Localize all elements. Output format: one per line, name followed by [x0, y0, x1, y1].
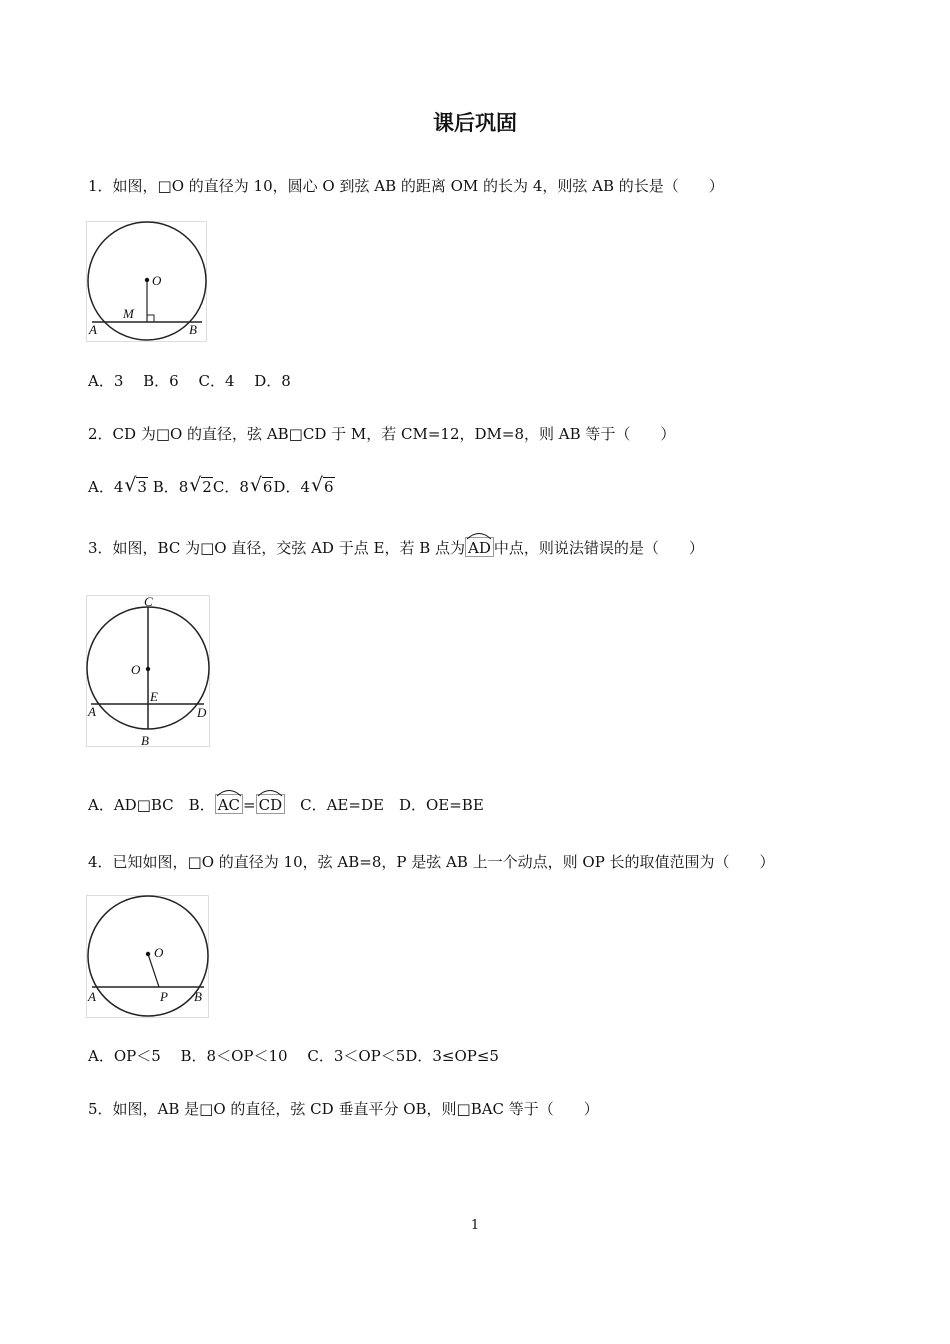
- q2-option-c-radicand: 6: [262, 478, 273, 496]
- fig1-label-o: O: [152, 273, 162, 288]
- question-1-figure: [86, 221, 210, 349]
- q3-option-a: A．AD□BC: [88, 796, 174, 814]
- fig1-label-a: A: [89, 322, 97, 337]
- fig3-label-c: C: [144, 595, 153, 609]
- q2-option-a-radical: √ 3: [124, 474, 147, 496]
- q3-option-b-arc-ac: [215, 794, 243, 814]
- fig3-label-e: E: [150, 689, 158, 704]
- q2-option-a-radicand: 3: [137, 478, 147, 496]
- q3-option-c: C．AE=DE: [300, 796, 384, 814]
- q2-option-c-radical: √ 6: [249, 474, 273, 496]
- question-2-text: 2．CD 为□O 的直径，弦 AB□CD 于 M，若 CM=12，DM=8，则 AB 等于（ ）: [88, 425, 676, 443]
- fig1-label-b: B: [189, 322, 197, 337]
- q3-option-b-arc-cd-label: CD: [258, 796, 283, 814]
- question-3-text: [88, 537, 704, 558]
- page-title: 课后巩固: [433, 110, 517, 135]
- q2-option-a-label: A．: [88, 478, 114, 496]
- q3-text-before: 3．如图，BC 为□O 直径，交弦 AD 于点 E，若 B 点为: [88, 539, 466, 557]
- fig3-label-b: B: [141, 733, 149, 748]
- q3-option-b-arc-ac-label: AC: [217, 796, 241, 814]
- fig4-label-o: O: [154, 945, 164, 960]
- question-3-options: [88, 794, 484, 815]
- question-4-text: 4．已知如图，□O 的直径为 10，弦 AB=8，P 是弦 AB 上一个动点，则 OP 长的取值范围为（ ）: [88, 853, 775, 871]
- question-5-text: 5．如图，AB 是□O 的直径，弦 CD 垂直平分 OB，则□BAC 等于（ ）: [88, 1100, 599, 1118]
- question-4-figure: [86, 895, 212, 1025]
- q2-option-c-label: C．: [212, 478, 240, 496]
- q2-option-c-coef: 8: [239, 478, 249, 496]
- q3-option-b-eq: =: [243, 796, 256, 814]
- q3-arc-ad: [465, 537, 494, 557]
- q2-option-d-radical: √ 6: [311, 474, 334, 496]
- fig3-label-a: A: [88, 704, 96, 719]
- q3-option-b-label: B．: [188, 796, 215, 814]
- fig3-label-d: D: [197, 705, 207, 720]
- q2-option-d-radicand: 6: [324, 478, 334, 496]
- page-number: 1: [470, 1218, 480, 1233]
- fig1-label-m: M: [123, 306, 134, 321]
- q2-option-b-radicand: 2: [202, 478, 212, 496]
- q2-option-d-coef: 4: [300, 478, 310, 496]
- q3-arc-ad-label: AD: [468, 539, 491, 557]
- q3-option-d: D．OE=BE: [398, 796, 484, 814]
- fig4-label-b: B: [194, 989, 202, 1004]
- q2-option-b-label: B．: [152, 478, 179, 496]
- q2-option-d-label: D．: [273, 478, 301, 496]
- q2-option-b-coef: 8: [178, 478, 189, 496]
- q3-text-after: 中点，则说法错误的是（ ）: [493, 539, 704, 557]
- q2-option-b-radical: √ 2: [189, 474, 212, 496]
- q3-option-b-arc-cd: [256, 794, 286, 814]
- fig4-label-a: A: [88, 989, 96, 1004]
- fig3-label-o: O: [131, 662, 141, 677]
- question-2-options: [88, 476, 335, 497]
- question-3-figure: [86, 595, 212, 753]
- fig4-label-p: P: [160, 989, 168, 1004]
- question-1-text: 1．如图，□O 的直径为 10，圆心 O 到弦 AB 的距离 OM 的长为 4，则弦 AB 的长是（ ）: [88, 177, 724, 195]
- question-1-options: A．3 B．6 C．4 D．8: [88, 372, 291, 390]
- question-4-options: A．OP＜5 B．8＜OP＜10 C．3＜OP＜5D．3≤OP≤5: [88, 1047, 499, 1065]
- q2-option-a-coef: 4: [113, 478, 124, 496]
